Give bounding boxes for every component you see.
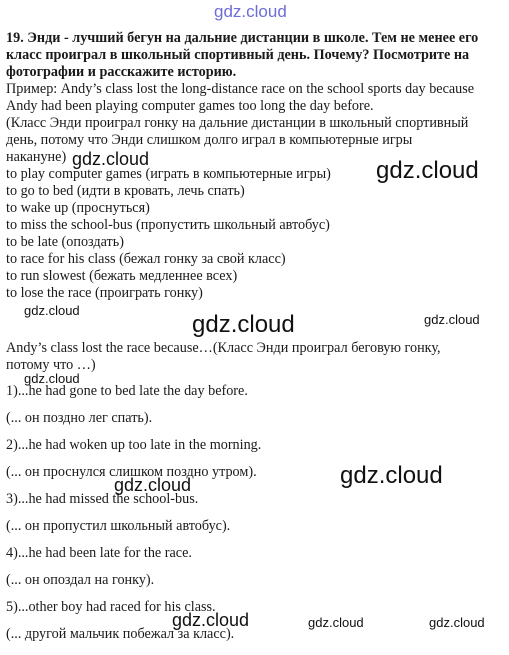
answer-line: 2)...he had woken up too late in the morning. xyxy=(6,437,262,453)
answer-line: 1)...he had gone to bed late the day before. xyxy=(6,383,248,399)
answer-translation: (... он поздно лег спать). xyxy=(6,410,153,426)
watermark: gdz.cloud xyxy=(114,475,192,495)
answer-line: 3)...he had missed the school-bus. xyxy=(6,491,199,507)
task-title-line: фотографии и расскажите историю. xyxy=(6,64,237,80)
watermark: gdz.cloud xyxy=(424,312,480,327)
answer-translation: (... другой мальчик побежал за класс). xyxy=(6,626,235,642)
example-line: Andy had been playing computer games too long the day before. xyxy=(6,98,374,114)
vocab-item: to miss the school-bus (пропустить школьный автобус) xyxy=(6,217,330,233)
vocab-item: to run slowest (бежать медленнее всех) xyxy=(6,268,238,284)
task-title-line: класс проиграл в школьный спортивный день. Почему? Посмотрите на xyxy=(6,47,470,63)
answer-intro-line: потому что …) xyxy=(6,357,96,373)
watermark: gdz.cloud xyxy=(24,371,80,386)
watermark: gdz.cloud xyxy=(24,303,80,318)
answer-translation: (... он пропустил школьный автобус). xyxy=(6,518,231,534)
watermark: gdz.cloud xyxy=(429,615,485,630)
watermark: gdz.cloud xyxy=(340,462,443,489)
answer-translation: (... он опоздал на гонку). xyxy=(6,572,155,588)
answer-translation: (... он проснулся слишком поздно утром). xyxy=(6,464,257,480)
example-line: Пример: Andy’s class lost the long-distance race on the school sports day because xyxy=(6,81,475,97)
example-line: накануне) xyxy=(6,149,67,165)
vocab-item: to go to bed (идти в кровать, лечь спать) xyxy=(6,183,245,199)
answer-intro-line: Andy’s class lost the race because…(Класс Энди проиграл беговую гонку, xyxy=(6,340,441,356)
watermark: gdz.cloud xyxy=(72,149,150,169)
vocab-item: to play computer games (играть в компьютерные игры) xyxy=(6,166,331,182)
watermark: gdz.cloud xyxy=(172,610,250,630)
watermark: gdz.cloud xyxy=(192,311,295,338)
example-line: (Класс Энди проиграл гонку на дальние дистанции в школьный спортивный xyxy=(6,115,469,131)
vocab-item: to race for his class (бежал гонку за свой класс) xyxy=(6,251,286,267)
answer-line: 4)...he had been late for the race. xyxy=(6,545,192,561)
watermark-top: gdz.cloud xyxy=(214,2,287,21)
example-line: день, потому что Энди слишком долго играл в компьютерные игры xyxy=(6,132,413,148)
vocab-item: to be late (опоздать) xyxy=(6,234,124,250)
vocab-item: to wake up (проснуться) xyxy=(6,200,150,216)
answer-line: 5)...other boy had raced for his class. xyxy=(6,599,216,615)
watermark: gdz.cloud xyxy=(308,615,364,630)
watermark: gdz.cloud xyxy=(376,157,479,184)
vocab-item: to lose the race (проиграть гонку) xyxy=(6,285,203,301)
task-title-line: 19. Энди - лучший бегун на дальние дистанции в школе. Тем не менее его xyxy=(6,30,479,46)
